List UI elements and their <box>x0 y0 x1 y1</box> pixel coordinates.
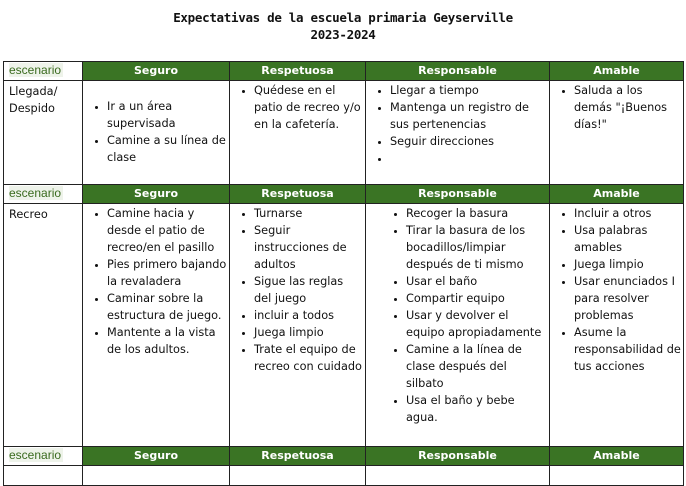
list-item: • Caminar sobre la estructura de juego. <box>107 290 227 324</box>
column-header-seguro: Seguro <box>83 62 230 81</box>
column-header-responsable: Responsable <box>366 62 550 81</box>
list-item: • Seguir direcciones <box>390 133 547 150</box>
list-item: • Usar y devolver el equipo apropiadamente <box>406 307 547 341</box>
column-header-seguro: Seguro <box>83 447 230 466</box>
responsable-cell <box>366 81 550 185</box>
header-row <box>4 62 684 81</box>
seguro-list <box>83 205 227 358</box>
section-row-llegada <box>4 81 684 185</box>
column-header-respetuosa: Respetuosa <box>230 62 366 81</box>
column-header-seguro: Seguro <box>83 185 230 204</box>
seguro-list <box>83 98 227 166</box>
respetuosa-cell <box>230 81 366 185</box>
scenario-header: escenario <box>4 62 83 81</box>
column-header-amable: Amable <box>550 62 684 81</box>
column-header-amable: Amable <box>550 447 684 466</box>
list-item: • Usa el baño y bebe agua. <box>406 392 547 426</box>
list-item: • Tirar la basura de los bocadillos/limpiar después de ti mismo <box>406 222 547 273</box>
amable-cell <box>550 81 684 185</box>
list-item: • Turnarse <box>254 205 363 222</box>
column-header-respetuosa: Respetuosa <box>230 185 366 204</box>
list-item: • Trate el equipo de recreo con cuidado <box>254 341 363 375</box>
respetuosa-list <box>230 82 363 133</box>
document-title: Expectativas de la escuela primaria Geyserville <box>173 10 513 25</box>
seguro-cell <box>83 204 230 447</box>
header-row <box>4 447 684 466</box>
respetuosa-cell <box>230 204 366 447</box>
list-item: • Compartir equipo <box>406 290 547 307</box>
scenario-header: escenario <box>4 185 83 204</box>
list-item: • Sigue las reglas del juego <box>254 273 363 307</box>
document-year: 2023-2024 <box>310 27 376 42</box>
list-item: • Recoger la basura <box>406 205 547 222</box>
column-header-responsable: Responsable <box>366 185 550 204</box>
list-item: • Camine a la línea de clase después del silbato <box>406 341 547 392</box>
responsable-cell <box>366 204 550 447</box>
list-item: • Seguir instrucciones de adultos <box>254 222 363 273</box>
scenario-label: Llegada/ Despido <box>4 81 83 185</box>
list-item: • Pies primero bajando la revaladera <box>107 256 227 290</box>
column-header-responsable: Responsable <box>366 447 550 466</box>
list-item: • Usar el baño <box>406 273 547 290</box>
list-item: • Camine a su línea de clase <box>107 132 227 166</box>
scenario-header: escenario <box>4 447 83 466</box>
list-item: • Saluda a los demás "¡Buenos días!" <box>574 82 681 133</box>
section-row-recreo <box>4 204 684 447</box>
responsable-list <box>366 205 547 426</box>
expectations-table <box>3 61 684 486</box>
list-item: • Ir a un área supervisada <box>107 98 227 132</box>
list-item: • Juega limpio <box>574 256 681 273</box>
amable-list <box>550 205 681 375</box>
list-item: • Usar enunciados I para resolver problemas <box>574 273 681 324</box>
list-item <box>390 150 547 167</box>
list-item: • Llegar a tiempo <box>390 82 547 99</box>
column-header-respetuosa: Respetuosa <box>230 447 366 466</box>
list-item: • Mantenga un registro de sus pertenencias <box>390 99 547 133</box>
header-row <box>4 185 684 204</box>
seguro-cell <box>83 81 230 185</box>
amable-cell <box>550 204 684 447</box>
amable-list <box>550 82 681 133</box>
scenario-label: Recreo <box>4 204 83 447</box>
list-item: • Camine hacia y desde el patio de recreo/en el pasillo <box>107 205 227 256</box>
section-row-next <box>4 466 684 486</box>
responsable-list <box>366 82 547 167</box>
list-item: • Asume la responsabilidad de tus acciones <box>574 324 681 375</box>
list-item: • Mantente a la vista de los adultos. <box>107 324 227 358</box>
list-item: • incluir a todos <box>254 307 363 324</box>
list-item: • Quédese en el patio de recreo y/o en la cafetería. <box>254 82 363 133</box>
list-item: • Juega limpio <box>254 324 363 341</box>
list-item: • Incluir a otros <box>574 205 681 222</box>
list-item: • Usa palabras amables <box>574 222 681 256</box>
respetuosa-list <box>230 205 363 375</box>
column-header-amable: Amable <box>550 185 684 204</box>
